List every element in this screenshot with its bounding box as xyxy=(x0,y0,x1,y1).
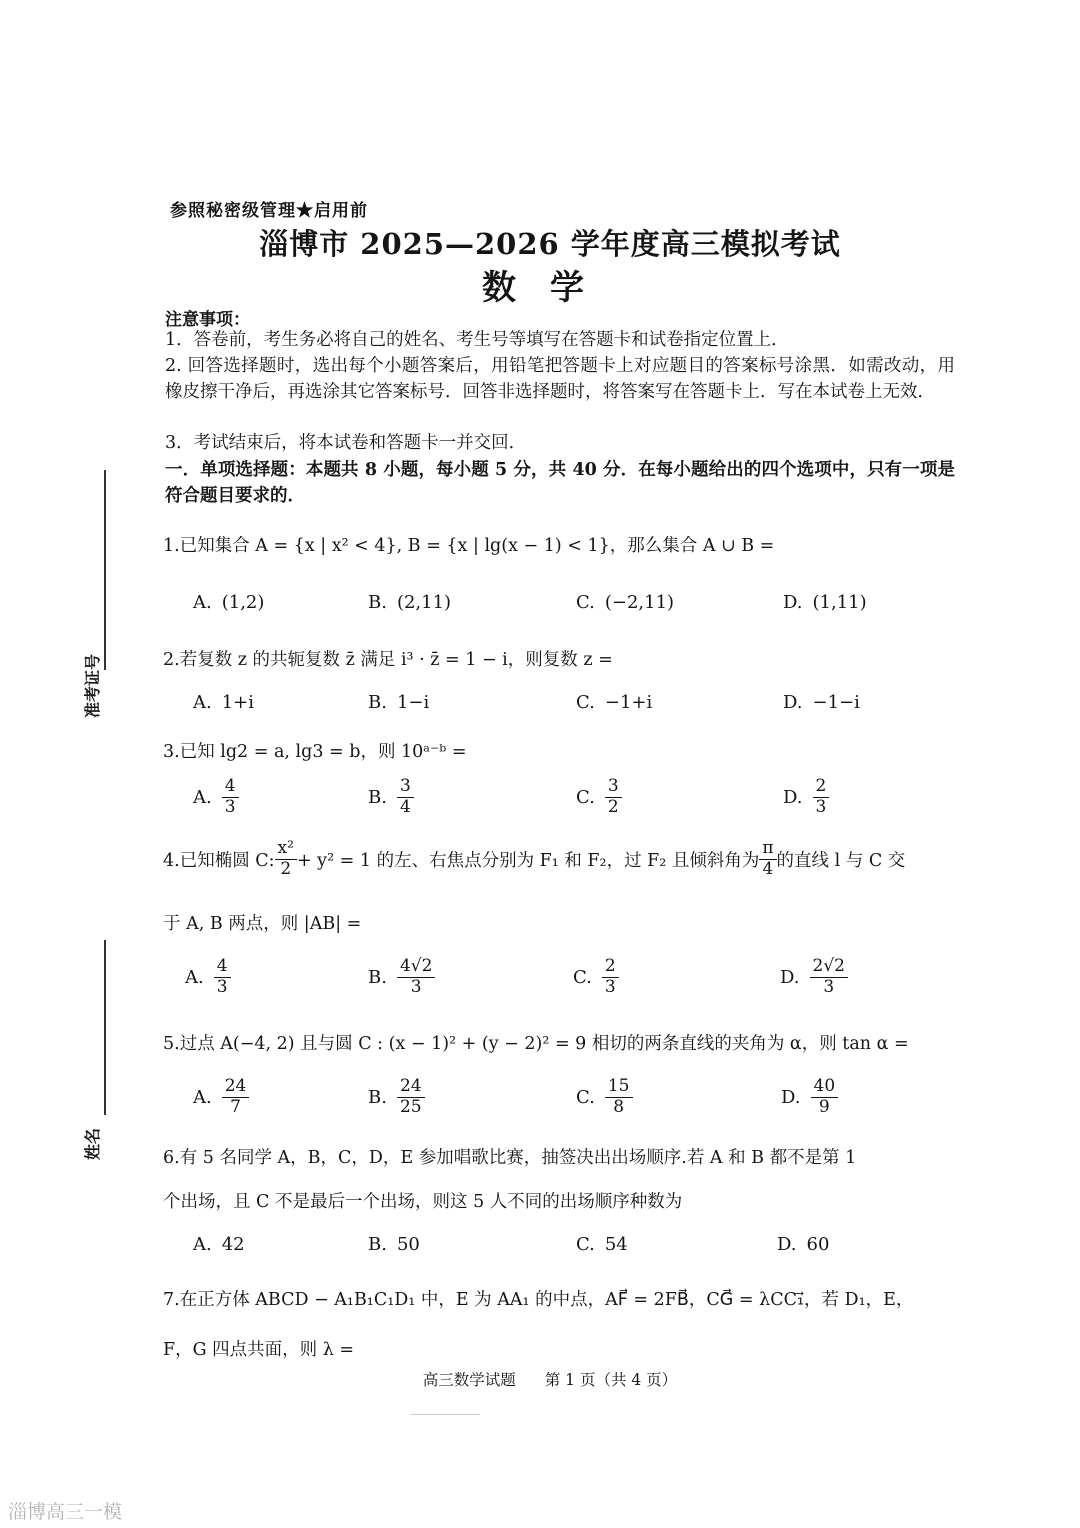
notice-item-2: 2. 回答选择题时，选出每个小题答案后，用铅笔把答题卡上对应题目的答案标号涂黑．如需改动，用橡皮擦干净后，再选涂其它答案标号．回答非选择题时，将答案写在答题卡上．写在本试卷上无效． xyxy=(165,356,955,402)
option-c: C. $\frac{3}{2}$ xyxy=(576,778,622,817)
option-a: A. (1,2) xyxy=(193,592,265,613)
page-footer xyxy=(0,1368,1080,1390)
exam-subject: 数学 xyxy=(482,268,618,308)
name-line xyxy=(104,940,106,1115)
name-label: 姓名 xyxy=(83,1127,102,1160)
ticket-number-line xyxy=(104,470,106,670)
option-d: D. (1,11) xyxy=(783,592,867,613)
option-d: D. 60 xyxy=(777,1234,830,1255)
exam-title: 淄博市 2025—2026 学年度高三模拟考试 xyxy=(259,227,841,261)
footer-page: 第 1 页（共 4 页） xyxy=(544,1371,678,1389)
option-b: B. 1−i xyxy=(368,692,430,713)
notice-item-1: 1．答卷前，考生务必将自己的姓名、考生号等填写在答题卡和试卷指定位置上． xyxy=(165,330,789,350)
option-c: C. (−2,11) xyxy=(576,592,675,613)
section-heading: 一．单项选择题：本题共 8 小题，每小题 5 分，共 40 分．在每小题给出的四个选项中，只有一项是符合题目要求的． xyxy=(165,460,955,506)
option-a: A. $\frac{24}{7}$ xyxy=(193,1078,249,1117)
question-7-stem-line2: F，G 四点共面，则 λ = xyxy=(163,1340,355,1360)
security-level: 参照秘密级管理★启用前 xyxy=(170,201,368,221)
watermark: 淄博高三一模 xyxy=(8,1501,123,1523)
footer-title: 高三数学试题 xyxy=(422,1371,516,1389)
option-a: A. $\frac{4}{3}$ xyxy=(185,958,231,997)
option-a: A. $\frac{4}{3}$ xyxy=(193,778,239,817)
option-c: C. $\frac{15}{8}$ xyxy=(576,1078,633,1117)
notice-item-3: 3．考试结束后，将本试卷和答题卡一并交回． xyxy=(165,433,527,453)
option-d: D. $\frac{40}{9}$ xyxy=(781,1078,838,1117)
option-c: C. 54 xyxy=(576,1234,628,1255)
question-7-stem: 7.在正方体 ABCD − A₁B₁C₁D₁ 中，E 为 AA₁ 的中点，AF⃗ = 2FB⃗，CG⃗ = λCC₁⃗，若 D₁，E， xyxy=(163,1290,914,1310)
option-b: B. $\frac{24}{25}$ xyxy=(368,1078,425,1117)
ellipse-fraction: $\frac{\text{x²}}{2}$ xyxy=(275,840,297,879)
option-a: A. 42 xyxy=(193,1234,245,1255)
option-c: C. −1+i xyxy=(576,692,653,713)
question-5-stem: 5.过点 A(−4, 2) 且与圆 C : (x − 1)² + (y − 2)² = 9 相切的两条直线的夹角为 α，则 tan α = xyxy=(163,1034,909,1054)
option-b: B. $\frac{3}{4}$ xyxy=(368,778,414,817)
question-6-stem: 6.有 5 名同学 A，B，C，D，E 参加唱歌比赛，抽签决出出场顺序.若 A 和 B 都不是第 1 xyxy=(163,1148,857,1168)
notice-heading: 注意事项： xyxy=(165,310,250,330)
option-d: D. −1−i xyxy=(783,692,860,713)
option-d: D. $\frac{2}{3}$ xyxy=(783,778,829,817)
question-1-stem: 1.已知集合 A = {x | x² < 4}, B = {x | lg(x − 1) < 1}，那么集合 A ∪ B = xyxy=(163,536,775,556)
angle-fraction: $\frac{\pi}{4}$ xyxy=(759,840,776,879)
question-2-stem: 2.若复数 z 的共轭复数 z̄ 满足 i³ · z̄ = 1 − i，则复数 z = xyxy=(163,650,613,670)
option-b: B. $\frac{4√2}{3}$ xyxy=(368,958,435,997)
question-3-stem: 3.已知 lg2 = a, lg3 = b，则 10ᵃ⁻ᵇ = xyxy=(163,742,467,762)
scan-mark xyxy=(410,1414,480,1415)
question-6-stem-line2: 个出场，且 C 不是最后一个出场，则这 5 人不同的出场顺序种数为 xyxy=(163,1192,683,1212)
question-4-stem-line2: 于 A, B 两点，则 |AB| = xyxy=(163,914,362,934)
option-d: D. $\frac{2√2}{3}$ xyxy=(780,958,848,997)
ticket-number-label: 准考证号 xyxy=(83,653,102,718)
option-c: C. $\frac{2}{3}$ xyxy=(573,958,619,997)
option-b: B. 50 xyxy=(368,1234,420,1255)
option-a: A. 1+i xyxy=(193,692,255,713)
question-4-stem: 4.已知椭圆 C: $\frac{\text{x²}}{2}$ + y² = 1 的左、右焦点分别为 F₁ 和 F₂，过 F₂ 且倾斜角为 $\frac{\pi}{4}$ 的直线 l 与 C 交 xyxy=(163,838,906,879)
option-b: B. (2,11) xyxy=(368,592,452,613)
